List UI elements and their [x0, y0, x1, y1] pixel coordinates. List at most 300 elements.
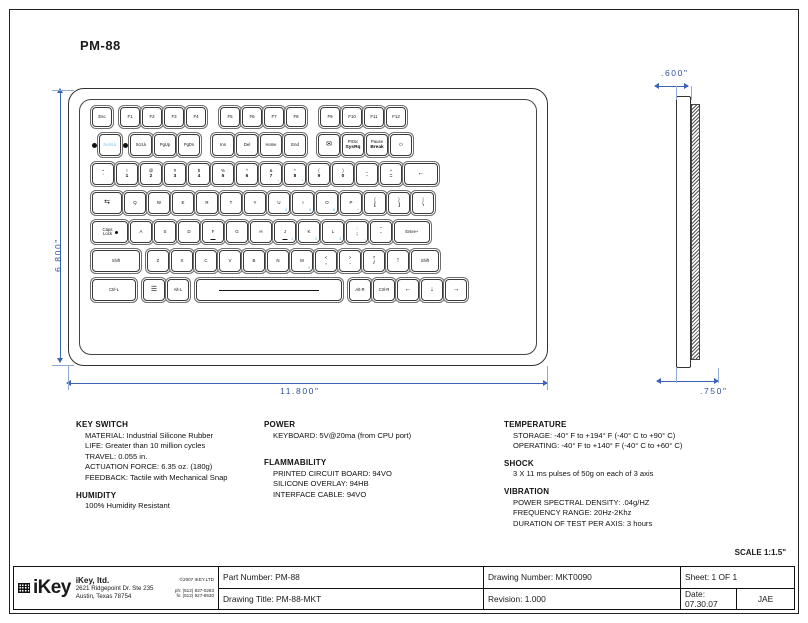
key-legend	[370, 140, 383, 150]
key-legend: F8	[293, 113, 299, 119]
key-enter[interactable]	[394, 221, 430, 243]
key-legend-lower: .	[349, 260, 351, 266]
key-row-bottom-row	[92, 279, 467, 301]
key-legend-upper: Pause	[370, 139, 384, 145]
depth-arrow-left	[654, 83, 659, 89]
title-block-row-top	[219, 567, 794, 588]
key-f1[interactable]	[120, 107, 140, 127]
key-arrow-down-icon[interactable]	[421, 279, 443, 301]
company-name: iKey, ltd.	[75, 575, 110, 585]
key-legend: Shift	[420, 257, 430, 263]
keyboard-plan-view	[68, 88, 548, 366]
phone-number: ph: (512) 837-0283	[174, 587, 214, 593]
width-ext-right	[547, 366, 548, 390]
numpad-legend: -	[325, 178, 327, 183]
key-scrlk[interactable]	[130, 134, 152, 156]
key-legend: L	[331, 228, 335, 234]
key-legend-upper: |	[422, 197, 424, 203]
numpad-legend: 2	[315, 236, 317, 241]
key-f11[interactable]	[364, 107, 384, 127]
key-legend: W	[156, 199, 162, 205]
key-row-qwerty-row	[92, 192, 434, 214]
address-line-1: 2621 Ridgepoint Dr. Ste 235	[75, 585, 154, 593]
indicator-led	[123, 143, 128, 148]
key-f4[interactable]	[186, 107, 206, 127]
thickness-ext-left	[676, 368, 677, 383]
key-`[interactable]	[92, 163, 114, 185]
key-legend: N	[276, 257, 280, 263]
key-field	[89, 107, 527, 349]
key-legend: D	[187, 228, 191, 234]
spec-line: STORAGE: -40° F to +194° F (-40° C to +90° C)	[513, 430, 676, 440]
side-body-outline	[676, 96, 691, 368]
numpad-legend: 1	[291, 236, 293, 241]
key-legend-upper: @	[148, 168, 154, 174]
key-legend	[246, 169, 249, 179]
key-legend: X	[180, 257, 184, 263]
key-f5[interactable]	[220, 107, 240, 127]
side-hatched-plate	[691, 104, 700, 360]
key-legend	[366, 169, 368, 179]
numpad-legend: -	[363, 236, 365, 241]
key-legend-lower: Lock	[102, 231, 113, 236]
key-legend: Home	[265, 141, 277, 147]
key-backspace-icon[interactable]	[404, 163, 438, 185]
key-k[interactable]	[298, 221, 320, 243]
key-5[interactable]	[212, 163, 234, 185]
key-8[interactable]	[284, 163, 306, 185]
key-t[interactable]	[220, 192, 242, 214]
key-/[interactable]	[363, 250, 385, 272]
key-x[interactable]	[171, 250, 193, 272]
spec-heading-temperature: TEMPERATURE	[504, 420, 567, 429]
spec-line: INTERFACE CABLE: 94VO	[273, 489, 367, 499]
key-legend-lower: 9	[317, 173, 321, 179]
key-legend: S	[163, 228, 167, 234]
numpad-legend: .	[350, 178, 351, 183]
key-9[interactable]	[308, 163, 330, 185]
key-legend-upper: PrtSc	[347, 139, 359, 145]
key-legend: F11	[370, 113, 378, 119]
key-legend	[342, 169, 345, 179]
key-legend: NumLk	[103, 141, 117, 147]
key-legend	[126, 169, 129, 179]
key-ins[interactable]	[212, 134, 234, 156]
key-legend	[149, 169, 153, 179]
key-mouse-icon[interactable]	[318, 134, 340, 156]
key-legend-lower: `	[102, 173, 104, 179]
key-1[interactable]	[116, 163, 138, 185]
key-i[interactable]	[292, 192, 314, 214]
mouse-icon: ✉	[326, 141, 332, 149]
key-legend-upper: !	[126, 168, 128, 174]
height-dimension-label: 6.800"	[53, 238, 63, 272]
height-ext-top	[52, 90, 74, 91]
key-f[interactable]	[202, 221, 224, 243]
key-legend: U	[277, 199, 281, 205]
key-backlight-icon[interactable]	[390, 134, 412, 156]
key-legend-upper: "	[380, 226, 382, 232]
key-;[interactable]	[346, 221, 368, 243]
key-legend: C	[204, 257, 208, 263]
menu-icon: ☰	[150, 286, 158, 294]
key-legend: J	[283, 228, 287, 234]
spec-line: KEYBOARD: 5V@20ma (from CPU port)	[273, 430, 412, 440]
spec-line: 3 X 11 ms pulses of 50g on each of 3 axis	[513, 469, 654, 479]
key-legend: End	[291, 141, 299, 147]
numpad-legend: 4	[285, 207, 287, 212]
key-[[interactable]	[364, 192, 386, 214]
key-][interactable]	[388, 192, 410, 214]
title-block-logo-cell	[14, 567, 219, 609]
key-legend-lower: 6	[245, 173, 249, 179]
key-f10[interactable]	[342, 107, 362, 127]
key-row-shift-row	[92, 250, 439, 272]
key-legend	[174, 169, 177, 179]
key-legend	[390, 169, 393, 179]
depth-dimension-label: .600"	[661, 68, 689, 78]
key-legend-upper: &	[269, 168, 273, 174]
key-legend: F12	[392, 113, 400, 119]
key-h[interactable]	[250, 221, 272, 243]
spec-line: FEEDBACK: Tactile with Mechanical Snap	[85, 472, 228, 482]
key-q[interactable]	[124, 192, 146, 214]
key-arrow-up-icon[interactable]	[387, 250, 409, 272]
numpad-legend: 0	[308, 265, 310, 270]
key-legend-upper: *	[294, 168, 296, 174]
arrow-right-icon: →	[452, 286, 460, 294]
backlight-icon: ☼	[397, 141, 405, 149]
key-row-home-row	[92, 221, 430, 243]
key-legend: Alt-R	[355, 286, 365, 292]
key-legend-lower: \	[422, 202, 424, 208]
key-legend	[346, 140, 361, 150]
thickness-dimension-label: .750"	[700, 386, 728, 396]
title-block	[13, 566, 795, 610]
key-m[interactable]	[291, 250, 313, 272]
spec-heading-power: POWER	[264, 420, 296, 429]
key-legend-lower: Break	[370, 144, 384, 150]
key-pgup[interactable]	[154, 134, 176, 156]
key-7[interactable]	[260, 163, 282, 185]
key-legend-lower: ,	[325, 260, 327, 266]
key-f9[interactable]	[320, 107, 340, 127]
key-legend	[102, 228, 112, 237]
contact-info	[175, 577, 214, 599]
caps-lock-led	[115, 231, 118, 234]
key-alt-l[interactable]	[167, 279, 189, 301]
spec-column-left	[76, 420, 266, 512]
key-space[interactable]	[196, 279, 342, 301]
spec-heading-vibration: VIBRATION	[504, 486, 550, 496]
company-address	[76, 576, 175, 600]
key-c[interactable]	[195, 250, 217, 272]
key-legend	[422, 198, 423, 208]
key-legend: F2	[149, 113, 155, 119]
key-legend-lower: 5	[221, 173, 225, 179]
numpad-legend: *	[301, 178, 303, 183]
key-legend: Del	[243, 141, 251, 147]
key-legend: V	[228, 257, 232, 263]
spec-column-right	[504, 420, 794, 529]
spec-line: 100% Humidity Resistant	[85, 501, 170, 511]
key-legend: Enter↵	[405, 228, 419, 234]
key-6[interactable]	[236, 163, 258, 185]
spec-heading-key-switch: KEY SWITCH	[76, 420, 129, 429]
key-legend-lower: 3	[173, 173, 177, 179]
width-dimension-line	[70, 383, 548, 384]
numpad-legend: 3	[339, 236, 341, 241]
key-legend-lower: [	[374, 202, 376, 208]
key-n[interactable]	[267, 250, 289, 272]
key-legend: G	[235, 228, 239, 234]
key-legend-lower: 8	[293, 173, 297, 179]
spec-heading-flammability: FLAMMABILITY	[264, 458, 327, 468]
key-legend: F3	[171, 113, 177, 119]
key-legend-lower: ;	[356, 231, 358, 237]
key-tab-icon[interactable]	[92, 192, 122, 214]
key-legend-lower: 1	[125, 173, 129, 179]
key-legend	[398, 198, 400, 208]
thickness-dimension-line	[660, 381, 718, 382]
key-pgdn[interactable]	[178, 134, 200, 156]
spec-line: DURATION OF TEST PER AXIS: 3 hours	[513, 518, 653, 528]
key-legend	[221, 169, 225, 179]
key-legend: P	[349, 199, 353, 205]
title-block-fields	[219, 567, 794, 609]
key-'[interactable]	[370, 221, 392, 243]
key-legend: Ctrl-L	[108, 286, 119, 292]
key-legend	[325, 256, 328, 266]
key-legend: F1	[127, 113, 133, 119]
key-p[interactable]	[340, 192, 362, 214]
backspace-icon: ←	[417, 170, 425, 178]
key-legend-upper: ^	[245, 168, 248, 174]
key-numlk[interactable]	[99, 134, 121, 156]
key-Lock[interactable]	[92, 221, 128, 243]
key-y[interactable]	[244, 192, 266, 214]
key-menu-icon[interactable]	[143, 279, 165, 301]
key-4[interactable]	[188, 163, 210, 185]
sheet-field: Sheet: 1 OF 1	[685, 572, 738, 583]
key-legend	[380, 227, 382, 237]
key-legend	[102, 169, 105, 179]
key-l[interactable]	[322, 221, 344, 243]
copyright-notice: ©2007 IKEY,LTD	[179, 577, 214, 583]
key-legend	[356, 227, 358, 237]
key-legend-lower: -	[366, 173, 368, 179]
key-legend: B	[252, 257, 256, 263]
key-s[interactable]	[154, 221, 176, 243]
key-row-special-row	[92, 134, 412, 156]
key-d[interactable]	[178, 221, 200, 243]
key--[interactable]	[356, 163, 378, 185]
key-j[interactable]	[274, 221, 296, 243]
key-legend-upper: ~	[101, 168, 105, 174]
key-,[interactable]	[315, 250, 337, 272]
depth-ext-left	[676, 86, 677, 100]
key-legend: F9	[327, 113, 333, 119]
numpad-legend: +	[357, 207, 359, 212]
key-f6[interactable]	[242, 107, 262, 127]
key-legend-lower: '	[380, 231, 382, 237]
key-g[interactable]	[226, 221, 248, 243]
key-legend: H	[259, 228, 263, 234]
key-legend-lower: 7	[269, 173, 273, 179]
spec-column-middle	[264, 420, 494, 501]
key-row-fn-row	[92, 107, 406, 127]
key-legend-upper: }	[398, 197, 400, 203]
key-legend: O	[325, 199, 329, 205]
key-esc[interactable]	[92, 107, 112, 127]
key-legend-upper: (	[318, 168, 320, 174]
key-legend-upper: %	[221, 168, 225, 174]
key-ctrl-r[interactable]	[373, 279, 395, 301]
spec-line: PRINTED CIRCUIT BOARD: 94VO	[273, 468, 392, 478]
key-end[interactable]	[284, 134, 306, 156]
drawing-number-field: Drawing Number: MKT0090	[484, 567, 681, 588]
key-f2[interactable]	[142, 107, 162, 127]
key-legend-upper: <	[324, 255, 328, 261]
key-legend: E	[181, 199, 185, 205]
arrow-left-icon: ←	[404, 286, 412, 294]
spec-line: ACTUATION FORCE: 6.35 oz. (180g)	[85, 462, 213, 472]
part-number-field: Part Number: PM-88	[219, 567, 484, 588]
key-legend: M	[300, 257, 304, 263]
arrow-down-icon: ↓	[430, 286, 434, 294]
key-ctrl-l[interactable]	[92, 279, 136, 301]
spec-line: TRAVEL: 0.055 in.	[85, 451, 148, 461]
key-legend: F6	[249, 113, 255, 119]
key-arrow-right-icon[interactable]	[445, 279, 467, 301]
key-legend: ScrLk	[135, 141, 147, 147]
key-legend: F10	[348, 113, 356, 119]
key-row-number-row	[92, 163, 438, 185]
key-del[interactable]	[236, 134, 258, 156]
key-.[interactable]	[339, 250, 361, 272]
numpad-legend: 6	[333, 207, 335, 212]
drawing-title-field: Drawing Title: PM-88-MKT	[219, 589, 484, 610]
key-legend: F7	[271, 113, 277, 119]
key-legend-lower: /	[373, 260, 375, 266]
key-legend-upper: _	[365, 168, 369, 174]
key-legend-lower: 2	[149, 173, 153, 179]
spec-heading-humidity: HUMIDITY	[76, 490, 117, 500]
key-legend-upper: +	[389, 168, 393, 174]
key-legend: K	[307, 228, 311, 234]
key-shift[interactable]	[411, 250, 439, 272]
key-legend: Z	[156, 257, 160, 263]
indicator-led	[92, 143, 97, 148]
key-legend-lower: ]	[398, 202, 400, 208]
key-legend: A	[139, 228, 143, 234]
key-legend	[198, 169, 201, 179]
numpad-legend: /	[278, 178, 279, 183]
key-f12[interactable]	[386, 107, 406, 127]
key-Break[interactable]	[366, 134, 388, 156]
numpad-legend: 5	[309, 207, 311, 212]
key-3[interactable]	[164, 163, 186, 185]
key-legend	[373, 256, 375, 266]
key-legend: Ctrl-R	[378, 286, 390, 292]
address-line-2: Austin, Texas 78754	[75, 592, 132, 600]
key-f8[interactable]	[286, 107, 306, 127]
key-legend-upper: )	[342, 168, 344, 174]
keyboard-side-view	[676, 96, 712, 368]
key-b[interactable]	[243, 250, 265, 272]
key-legend-upper: :	[356, 226, 358, 232]
key-legend: R	[205, 199, 209, 205]
height-dimension-line	[60, 92, 61, 362]
key-z[interactable]	[147, 250, 169, 272]
key-shift[interactable]	[92, 250, 140, 272]
initials-field: JAE	[757, 593, 774, 604]
ikey-grid-icon	[18, 583, 30, 593]
spec-line: LIFE: Greater than 10 million cycles	[85, 441, 206, 451]
key-e[interactable]	[172, 192, 194, 214]
key-2[interactable]	[140, 163, 162, 185]
key-arrow-left-icon[interactable]	[397, 279, 419, 301]
key-legend-upper: #	[173, 168, 177, 174]
key-legend-lower: 0	[341, 173, 345, 179]
key-legend	[349, 256, 352, 266]
width-ext-left	[68, 366, 69, 390]
key-f3[interactable]	[164, 107, 184, 127]
key-o[interactable]	[316, 192, 338, 214]
spec-line: OPERATING: -40° F to +140° F (-40° C to +60° C)	[513, 441, 683, 451]
key-legend-upper: ?	[372, 255, 376, 261]
spec-line: FREQUENCY RANGE: 20Hz-2Khz	[513, 508, 632, 518]
key-r[interactable]	[196, 192, 218, 214]
key-=[interactable]	[380, 163, 402, 185]
key-legend: PgDn	[183, 141, 195, 147]
height-arrow-bottom	[57, 358, 63, 363]
key-legend: Alt-L	[173, 286, 183, 292]
thickness-arrow-left	[656, 378, 661, 384]
key-home[interactable]	[260, 134, 282, 156]
key-legend-upper: >	[348, 255, 352, 261]
key-f7[interactable]	[264, 107, 284, 127]
depth-arrow-right	[684, 83, 689, 89]
date-field: Date: 07.30.07	[681, 589, 737, 610]
key-0[interactable]	[332, 163, 354, 185]
scale-note: SCALE 1:1.5"	[734, 548, 786, 557]
numpad-legend: .	[357, 265, 358, 270]
key-SysRq[interactable]	[342, 134, 364, 156]
key-legend: F	[211, 228, 215, 234]
key-legend	[294, 169, 297, 179]
key-a[interactable]	[130, 221, 152, 243]
key-legend: F5	[227, 113, 233, 119]
spec-line: SILICONE OVERLAY: 94HB	[273, 479, 369, 489]
key-w[interactable]	[148, 192, 170, 214]
spec-line: MATERIAL: Industrial Silicone Rubber	[85, 430, 214, 440]
key-legend-upper: $	[197, 168, 201, 174]
tab-icon: ⇆	[104, 199, 110, 207]
revision-field: Revision: 1.000	[484, 589, 681, 610]
key-alt-r[interactable]	[349, 279, 371, 301]
key-v[interactable]	[219, 250, 241, 272]
spec-heading-shock: SHOCK	[504, 458, 534, 468]
key-u[interactable]	[268, 192, 290, 214]
page-title: PM-88	[80, 38, 121, 53]
key-legend: Y	[253, 199, 257, 205]
key-\[interactable]	[412, 192, 434, 214]
key-legend: Q	[133, 199, 137, 205]
key-legend: PgUp	[159, 141, 171, 147]
height-ext-bottom	[52, 365, 74, 366]
key-legend: I	[302, 199, 304, 205]
